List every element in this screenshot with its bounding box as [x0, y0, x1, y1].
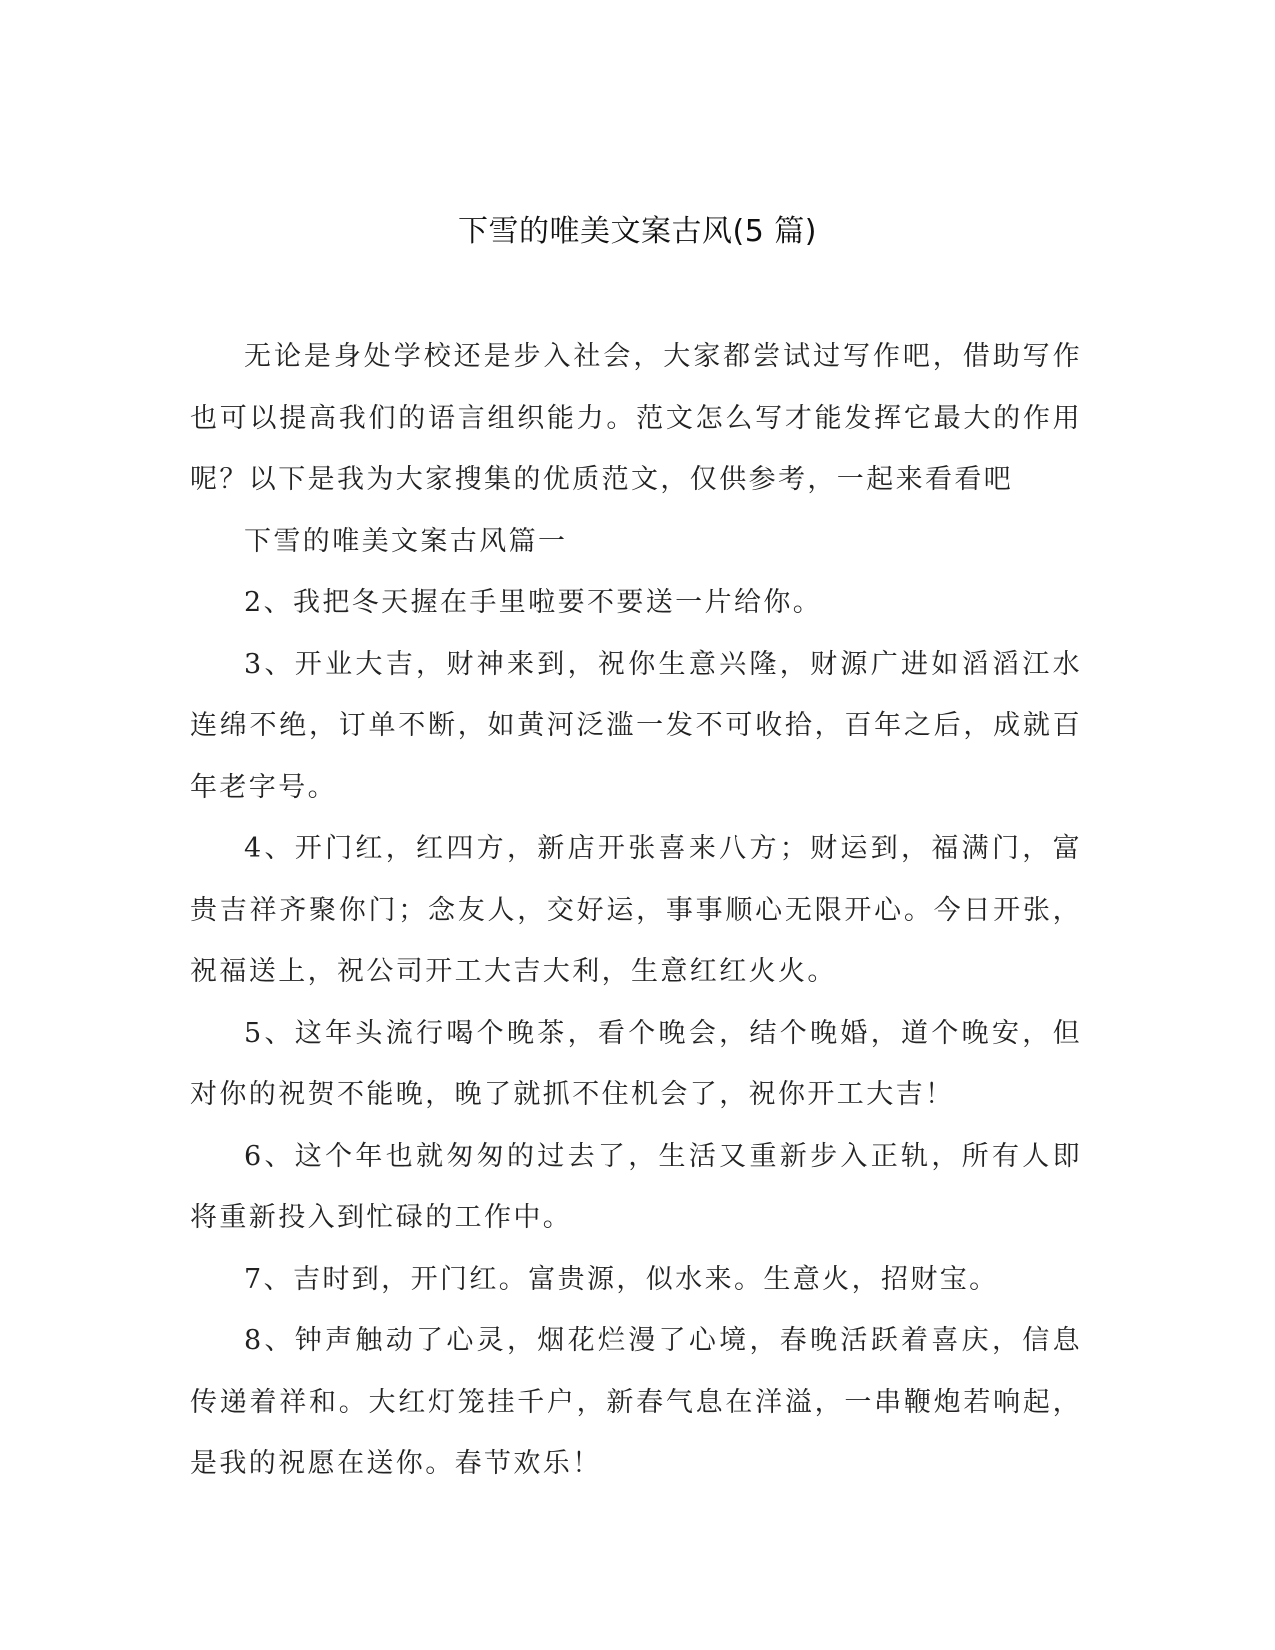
paragraph-item-4: 4、开门红，红四方，新店开张喜来八方；财运到，福满门，富贵吉祥齐聚你门；念友人，交好运，事事顺心无限开心。今日开张，祝福送上，祝公司开工大吉大利，生意红红火火。	[190, 833, 1082, 987]
paragraph-item-5: 5、这年头流行喝个晚茶，看个晚会，结个晚婚，道个晚安，但对你的祝贺不能晚，晚了就抓不住机会了，祝你开工大吉！	[190, 1017, 1082, 1110]
intro-paragraph: 无论是身处学校还是步入社会，大家都尝试过写作吧，借助写作也可以提高我们的语言组织能力。范文怎么写才能发挥它最大的作用呢？以下是我为大家搜集的优质范文，仅供参考，一起来看看吧	[190, 341, 1082, 495]
paragraph-item-6: 6、这个年也就匆匆的过去了，生活又重新步入正轨，所有人即将重新投入到忙碌的工作中。	[190, 1140, 1082, 1233]
paragraph-item-3: 3、开业大吉，财神来到，祝你生意兴隆，财源广进如滔滔江水连绵不绝，订单不断，如黄河泛滥一发不可收拾，百年之后，成就百年老字号。	[190, 648, 1082, 803]
section-heading: 下雪的唯美文案古风篇一	[244, 525, 568, 557]
paragraph-item-8: 8、钟声触动了心灵，烟花烂漫了心境，春晚活跃着喜庆，信息传递着祥和。大红灯笼挂千户，新春气息在洋溢，一串鞭炮若响起，是我的祝愿在送你。春节欢乐！	[190, 1325, 1082, 1479]
document-body	[190, 326, 1082, 1495]
paragraph-item-2: 2、我把冬天握在手里啦要不要送一片给你。	[244, 587, 823, 618]
paragraph-item-7: 7、吉时到，开门红。富贵源，似水来。生意火，招财宝。	[244, 1263, 999, 1295]
document-title: 下雪的唯美文案古风(5 篇)	[457, 214, 818, 249]
